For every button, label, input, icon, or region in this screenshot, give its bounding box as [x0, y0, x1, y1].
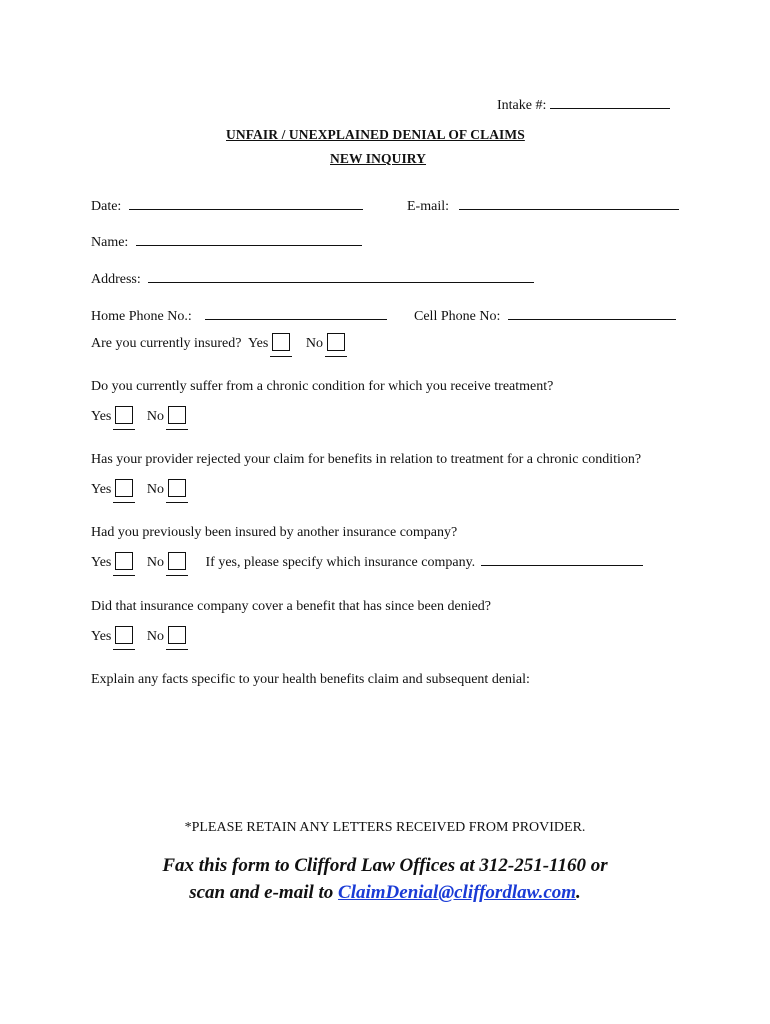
covered-no-label: No: [146, 629, 164, 644]
covered-no-checkbox[interactable]: [166, 626, 188, 648]
chronic-no-checkbox[interactable]: [166, 406, 188, 428]
home-phone-input[interactable]: [205, 306, 387, 320]
previous-yes-label: Yes: [91, 555, 112, 570]
covered-yes-label: Yes: [91, 629, 112, 644]
fax-instruction-line1: Fax this form to Clifford Law Offices at 312-251-1160 or: [162, 855, 608, 876]
intake-line: [497, 95, 670, 114]
specify-company-input[interactable]: [481, 552, 643, 566]
form-subtitle: NEW INQUIRY: [330, 151, 427, 166]
cell-phone-row: [414, 306, 676, 325]
chronic-options: [91, 406, 188, 428]
insured-no-checkbox[interactable]: [325, 333, 347, 355]
covered-yes-checkbox[interactable]: [113, 626, 135, 648]
address-row: [91, 269, 534, 288]
covered-options: [91, 626, 188, 648]
insured-yes-label: Yes: [247, 336, 269, 351]
rejected-question: Has your provider rejected your claim for benefits in relation to treatment for a chronic condition?: [91, 452, 642, 467]
covered-question: Did that insurance company cover a benefit that has since been denied?: [91, 599, 492, 614]
specify-company-label: If yes, please specify which insurance company.: [205, 555, 476, 570]
retain-notice: *PLEASE RETAIN ANY LETTERS RECEIVED FROM PROVIDER.: [184, 820, 586, 835]
chronic-no-label: No: [146, 409, 164, 424]
insured-no-label: No: [305, 336, 323, 351]
chronic-yes-label: Yes: [91, 409, 112, 424]
date-input[interactable]: [129, 196, 363, 210]
insured-yes-checkbox[interactable]: [270, 333, 292, 355]
name-input[interactable]: [136, 232, 362, 246]
home-phone-row: [91, 306, 387, 325]
explain-area[interactable]: [91, 694, 681, 804]
home-phone-label: Home Phone No.:: [91, 309, 192, 324]
email-row: [407, 196, 679, 215]
previous-question: Had you previously been insured by another insurance company?: [91, 525, 458, 540]
fax-instruction-line2: [0, 880, 770, 906]
cell-phone-label: Cell Phone No:: [414, 309, 501, 324]
fax-line2-suffix: .: [576, 882, 581, 903]
chronic-question: Do you currently suffer from a chronic condition for which you receive treatment?: [91, 379, 554, 394]
chronic-yes-checkbox[interactable]: [113, 406, 135, 428]
date-label: Date:: [91, 199, 122, 214]
explain-question: Explain any facts specific to your health benefits claim and subsequent denial:: [91, 672, 530, 687]
name-label: Name:: [91, 235, 129, 250]
rejected-options: [91, 479, 188, 501]
claim-denial-email-link[interactable]: ClaimDenial@cliffordlaw.com: [338, 882, 577, 903]
address-label: Address:: [91, 272, 141, 287]
intake-label: Intake #:: [497, 98, 547, 113]
date-row: [91, 196, 363, 215]
rejected-no-label: No: [146, 482, 164, 497]
address-input[interactable]: [148, 269, 534, 283]
rejected-no-checkbox[interactable]: [166, 479, 188, 501]
email-label: E-mail:: [407, 199, 449, 214]
rejected-yes-checkbox[interactable]: [113, 479, 135, 501]
insured-row: [91, 333, 347, 355]
form-title: UNFAIR / UNEXPLAINED DENIAL OF CLAIMS: [226, 127, 525, 142]
cell-phone-input[interactable]: [508, 306, 676, 320]
intake-input[interactable]: [550, 95, 670, 109]
previous-no-label: No: [146, 555, 164, 570]
previous-yes-checkbox[interactable]: [113, 552, 135, 574]
name-row: [91, 232, 362, 251]
previous-options: [91, 552, 643, 574]
email-input[interactable]: [459, 196, 679, 210]
insured-question: Are you currently insured?: [91, 336, 242, 351]
previous-no-checkbox[interactable]: [166, 552, 188, 574]
rejected-yes-label: Yes: [91, 482, 112, 497]
fax-line2-prefix: scan and e-mail to: [189, 882, 339, 903]
